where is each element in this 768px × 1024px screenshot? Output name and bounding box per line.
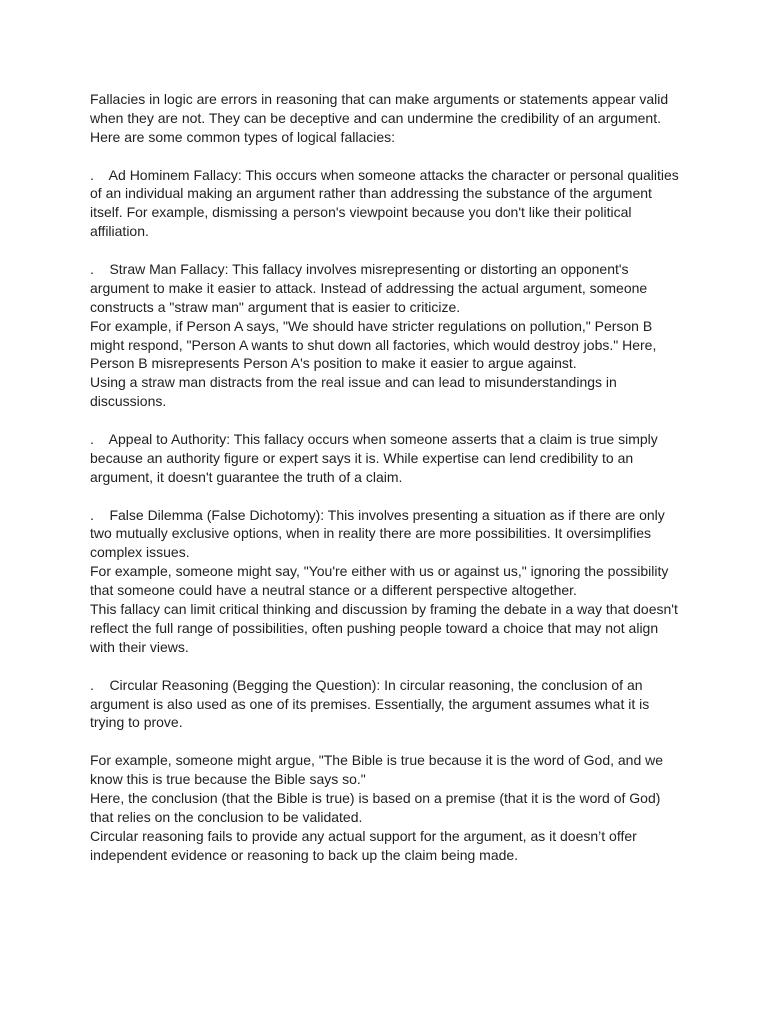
text-line: . Circular Reasoning (Begging the Question): In circular reasoning, the conclusion of an xyxy=(90,676,643,693)
text-line: argument is also used as one of its premises. Essentially, the argument assumes what it is xyxy=(90,695,650,712)
text-line: constructs a "straw man" argument that is easier to criticize. xyxy=(90,298,461,315)
paragraph-intro xyxy=(90,90,680,147)
text-line: trying to prove. xyxy=(90,714,183,731)
text-line: itself. For example, dismissing a person's viewpoint because you don't like their political xyxy=(90,204,632,221)
paragraph-ad-hominem xyxy=(90,166,680,242)
text-line: discussions. xyxy=(90,393,167,410)
document-page xyxy=(90,90,680,865)
paragraph-gap xyxy=(90,487,680,506)
text-line: argument, it doesn't guarantee the truth of a claim. xyxy=(90,468,403,485)
text-line: when they are not. They can be deceptive and can undermine the credibility of an argument. xyxy=(90,109,661,126)
text-line: affiliation. xyxy=(90,223,149,240)
paragraph-circular-reasoning xyxy=(90,676,680,733)
text-line: . False Dilemma (False Dichotomy): This involves presenting a situation as if there are only xyxy=(90,506,665,523)
text-line: . Appeal to Authority: This fallacy occurs when someone asserts that a claim is true simply xyxy=(90,431,658,448)
text-line: know this is true because the Bible says so." xyxy=(90,771,366,788)
text-line: Here, the conclusion (that the Bible is true) is based on a premise (that it is the word of God) xyxy=(90,789,661,806)
text-line: Here are some common types of logical fallacies: xyxy=(90,128,396,145)
text-line: complex issues. xyxy=(90,544,190,561)
paragraph-gap xyxy=(90,147,680,166)
paragraph-gap xyxy=(90,657,680,676)
paragraph-gap xyxy=(90,241,680,260)
paragraph-straw-man xyxy=(90,260,680,411)
text-line: might respond, "Person A wants to shut down all factories, which would destroy jobs." Here, xyxy=(90,336,657,353)
text-line: with their views. xyxy=(90,638,189,655)
text-line: . Straw Man Fallacy: This fallacy involves misrepresenting or distorting an opponent's xyxy=(90,261,629,278)
text-line: that someone could have a neutral stance or a different perspective altogether. xyxy=(90,582,577,599)
text-line: that relies on the conclusion to be validated. xyxy=(90,808,363,825)
text-line: because an authority figure or expert says it is. While expertise can lend credibility to an xyxy=(90,449,634,466)
text-line: reflect the full range of possibilities, often pushing people toward a choice that may not align xyxy=(90,619,659,636)
text-line: independent evidence or reasoning to back up the claim being made. xyxy=(90,846,519,863)
text-line: Using a straw man distracts from the real issue and can lead to misunderstandings in xyxy=(90,374,617,391)
paragraph-false-dilemma xyxy=(90,506,680,657)
text-line: Fallacies in logic are errors in reasoning that can make arguments or statements appear valid xyxy=(90,91,669,107)
text-line: . Ad Hominem Fallacy: This occurs when someone attacks the character or personal qualities xyxy=(90,166,679,183)
text-line: two mutually exclusive options, when in reality there are more possibilities. It oversimplifies xyxy=(90,525,652,542)
text-line: For example, someone might say, "You're either with us or against us," ignoring the possibility xyxy=(90,563,669,580)
text-line: For example, someone might argue, "The Bible is true because it is the word of God, and we xyxy=(90,752,664,769)
paragraph-appeal-to-authority xyxy=(90,430,680,487)
paragraph-gap xyxy=(90,411,680,430)
text-line: Circular reasoning fails to provide any actual support for the argument, as it doesn’t offer xyxy=(90,827,637,844)
text-line: of an individual making an argument rather than addressing the substance of the argument xyxy=(90,185,652,202)
text-line: This fallacy can limit critical thinking and discussion by framing the debate in a way that doesn't xyxy=(90,601,678,618)
paragraph-gap xyxy=(90,732,680,751)
paragraph-circular-example xyxy=(90,751,680,864)
text-line: Person B misrepresents Person A's position to make it easier to argue against. xyxy=(90,355,577,372)
text-line: For example, if Person A says, "We should have stricter regulations on pollution," Person B xyxy=(90,317,653,334)
text-line: argument to make it easier to attack. Instead of addressing the actual argument, someone xyxy=(90,279,648,296)
